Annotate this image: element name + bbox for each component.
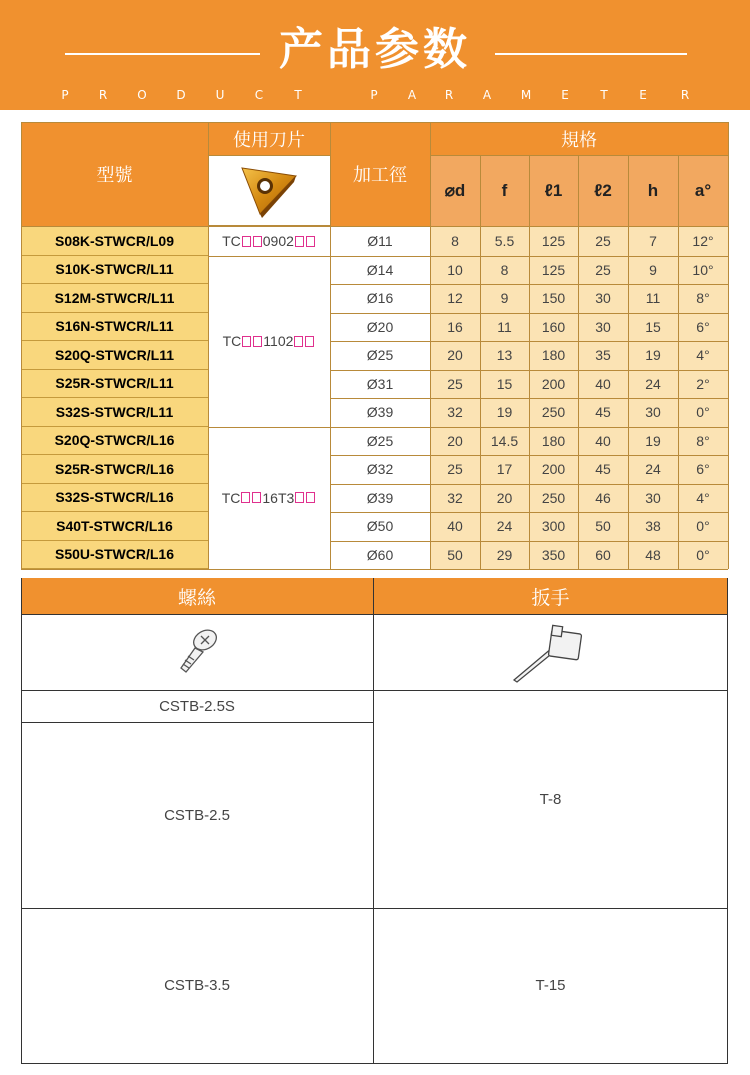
subtitle-letter: P <box>370 88 378 102</box>
screw-part-number: CSTB-2.5S <box>21 690 373 722</box>
grid-line <box>628 155 629 569</box>
grid-line <box>21 614 727 615</box>
insert-code-prefix: TC <box>221 489 241 506</box>
spec-value-cell: 16 <box>430 313 480 342</box>
spec-value-cell: 150 <box>529 284 578 313</box>
bore-cell: Ø31 <box>330 370 430 399</box>
insert-code-prefix: TC <box>222 233 241 250</box>
bore-cell: Ø39 <box>330 484 430 513</box>
model-cell: S32S-STWCR/L11 <box>21 398 208 427</box>
wrench-part-number: T-15 <box>374 908 727 1063</box>
spec-value-cell: 60 <box>578 541 628 570</box>
spec-value-cell: 19 <box>628 341 678 370</box>
grid-line <box>330 398 728 399</box>
spec-value-cell: 40 <box>578 427 628 456</box>
spec-value-cell: 15 <box>480 370 529 399</box>
wrench-header: 扳手 <box>374 578 727 614</box>
spec-value-cell: 45 <box>578 398 628 427</box>
insert-code-cell <box>208 256 330 427</box>
model-cell: S20Q-STWCR/L11 <box>21 341 208 370</box>
spec-value-cell: 29 <box>480 541 529 570</box>
model-header: 型號 <box>21 122 208 226</box>
subtitle-letter: M <box>520 88 532 102</box>
subtitle-letter: D <box>176 88 186 102</box>
insert-code-size: 0902 <box>262 233 294 250</box>
spec-value-cell: 40 <box>578 370 628 399</box>
spec-col-header: f <box>480 155 529 226</box>
spec-value-cell: 30 <box>578 284 628 313</box>
spec-value-cell: 11 <box>628 284 678 313</box>
spec-value-cell: 10 <box>430 256 480 285</box>
grid-line <box>21 722 373 723</box>
placeholder-box <box>253 336 262 347</box>
spec-value-cell: 5.5 <box>480 227 529 256</box>
spec-value-cell: 8° <box>678 284 728 313</box>
spec-value-cell: 0° <box>678 512 728 541</box>
placeholder-box <box>305 336 314 347</box>
grid-line <box>208 256 330 257</box>
insert-image-cell <box>208 155 330 226</box>
bore-cell: Ø14 <box>330 256 430 285</box>
screw-header: 螺絲 <box>21 578 373 614</box>
subtitle-letter: C <box>254 88 264 102</box>
spec-value-cell: 19 <box>480 398 529 427</box>
grid-line <box>21 226 728 227</box>
placeholder-box <box>253 236 262 247</box>
spec-header: 規格 <box>430 122 728 155</box>
spec-value-cell: 250 <box>529 398 578 427</box>
spec-value-cell: 38 <box>628 512 678 541</box>
title-rule-right <box>495 53 687 55</box>
insert-code-cell <box>208 227 330 256</box>
model-cell: S10K-STWCR/L11 <box>21 256 208 285</box>
grid-line <box>728 122 729 569</box>
bore-cell: Ø20 <box>330 313 430 342</box>
spec-value-cell: 25 <box>430 370 480 399</box>
grid-line <box>208 122 209 569</box>
grid-line <box>330 341 728 342</box>
spec-value-cell: 8 <box>480 256 529 285</box>
placeholder-box <box>306 492 315 503</box>
spec-value-cell: 40 <box>430 512 480 541</box>
screw-icon-cell <box>21 614 373 690</box>
wrench-icon-cell <box>374 614 727 690</box>
grid-line <box>727 578 728 1064</box>
spec-value-cell: 25 <box>430 455 480 484</box>
page-title: 产品参数 <box>279 24 471 75</box>
spec-value-cell: 0° <box>678 398 728 427</box>
grid-line <box>330 122 331 569</box>
spec-value-cell: 20 <box>430 427 480 456</box>
spec-value-cell: 9 <box>628 256 678 285</box>
bore-header: 加工徑 <box>330 122 430 226</box>
spec-value-cell: 30 <box>628 484 678 513</box>
spec-value-cell: 25 <box>578 256 628 285</box>
spec-value-cell: 24 <box>628 370 678 399</box>
placeholder-box <box>295 492 304 503</box>
grid-line <box>373 578 374 1063</box>
spec-value-cell: 50 <box>578 512 628 541</box>
spec-value-cell: 180 <box>529 341 578 370</box>
model-cell: S12M-STWCR/L11 <box>21 284 208 313</box>
grid-line <box>330 541 728 542</box>
spec-value-cell: 11 <box>480 313 529 342</box>
subtitle-letter: R <box>680 88 690 102</box>
header-banner <box>0 0 750 110</box>
grid-line <box>330 256 728 257</box>
spec-value-cell: 24 <box>480 512 529 541</box>
insert-header: 使用刀片 <box>208 122 330 155</box>
spec-value-cell: 350 <box>529 541 578 570</box>
screw-part-number: CSTB-2.5 <box>21 722 373 908</box>
spec-value-cell: 180 <box>529 427 578 456</box>
grid-line <box>678 155 679 569</box>
spec-value-cell: 17 <box>480 455 529 484</box>
model-cell: S40T-STWCR/L16 <box>21 512 208 541</box>
spec-value-cell: 14.5 <box>480 427 529 456</box>
spec-value-cell: 50 <box>430 541 480 570</box>
spec-value-cell: 12 <box>430 284 480 313</box>
bore-cell: Ø50 <box>330 512 430 541</box>
screw-icon <box>167 622 227 682</box>
spec-value-cell: 24 <box>628 455 678 484</box>
spec-value-cell: 0° <box>678 541 728 570</box>
subtitle-letter: T <box>294 88 302 102</box>
insert-code-prefix: TC <box>222 333 242 349</box>
grid-line <box>21 122 728 123</box>
spec-col-header: ℓ2 <box>578 155 628 226</box>
grid-line <box>21 122 22 569</box>
subtitle-letter: E <box>561 88 569 102</box>
spec-col-header: ℓ1 <box>529 155 578 226</box>
grid-line <box>21 690 727 691</box>
spec-value-cell: 160 <box>529 313 578 342</box>
bore-cell: Ø60 <box>330 541 430 570</box>
spec-value-cell: 25 <box>578 227 628 256</box>
grid-line <box>529 155 530 569</box>
spec-value-cell: 46 <box>578 484 628 513</box>
grid-line <box>480 155 481 569</box>
spec-value-cell: 9 <box>480 284 529 313</box>
spec-value-cell: 200 <box>529 455 578 484</box>
spec-value-cell: 6° <box>678 313 728 342</box>
model-cell: S08K-STWCR/L09 <box>21 227 208 256</box>
placeholder-box <box>241 492 250 503</box>
grid-line <box>330 370 728 371</box>
grid-line <box>208 427 330 428</box>
spec-value-cell: 8 <box>430 227 480 256</box>
subtitle-letter: U <box>215 88 225 102</box>
grid-line <box>21 1063 728 1064</box>
bore-cell: Ø25 <box>330 341 430 370</box>
spec-value-cell: 4° <box>678 484 728 513</box>
spec-value-cell: 48 <box>628 541 678 570</box>
subtitle-letter: T <box>600 88 608 102</box>
grid-line <box>330 427 728 428</box>
grid-line <box>21 908 727 909</box>
placeholder-box <box>306 236 315 247</box>
model-cell: S32S-STWCR/L16 <box>21 484 208 513</box>
placeholder-box <box>252 492 261 503</box>
spec-value-cell: 7 <box>628 227 678 256</box>
model-cell: S50U-STWCR/L16 <box>21 541 208 570</box>
subtitle-letter: R <box>98 88 108 102</box>
grid-line <box>21 569 728 570</box>
grid-line <box>330 455 728 456</box>
spec-value-cell: 12° <box>678 227 728 256</box>
bore-cell: Ø32 <box>330 455 430 484</box>
spec-value-cell: 13 <box>480 341 529 370</box>
grid-line <box>430 155 728 156</box>
insert-code-cell <box>208 427 330 570</box>
grid-line <box>330 284 728 285</box>
grid-line <box>430 122 431 569</box>
spec-value-cell: 30 <box>628 398 678 427</box>
model-cell: S25R-STWCR/L16 <box>21 455 208 484</box>
subtitle-letter: R <box>444 88 454 102</box>
spec-value-cell: 125 <box>529 227 578 256</box>
placeholder-box <box>242 336 251 347</box>
spec-value-cell: 20 <box>480 484 529 513</box>
grid-line <box>208 155 330 156</box>
spec-value-cell: 30 <box>578 313 628 342</box>
model-cell: S20Q-STWCR/L16 <box>21 427 208 456</box>
spec-value-cell: 125 <box>529 256 578 285</box>
spec-value-cell: 35 <box>578 341 628 370</box>
grid-line <box>330 512 728 513</box>
bore-cell: Ø39 <box>330 398 430 427</box>
placeholder-box <box>295 236 304 247</box>
spec-value-cell: 250 <box>529 484 578 513</box>
grid-line <box>330 313 728 314</box>
grid-line <box>21 578 22 1063</box>
wrench-part-number: T-8 <box>374 690 727 908</box>
bore-cell: Ø16 <box>330 284 430 313</box>
insert-code-size: 1102 <box>263 333 294 349</box>
subtitle-letter: E <box>639 88 647 102</box>
spec-col-header: h <box>628 155 678 226</box>
spec-value-cell: 20 <box>430 341 480 370</box>
model-cell: S25R-STWCR/L11 <box>21 370 208 399</box>
spec-value-cell: 4° <box>678 341 728 370</box>
spec-value-cell: 200 <box>529 370 578 399</box>
bore-cell: Ø11 <box>330 227 430 256</box>
spec-value-cell: 2° <box>678 370 728 399</box>
spec-value-cell: 10° <box>678 256 728 285</box>
spec-value-cell: 6° <box>678 455 728 484</box>
wrench-icon <box>506 620 596 684</box>
spec-value-cell: 45 <box>578 455 628 484</box>
spec-value-cell: 32 <box>430 484 480 513</box>
spec-value-cell: 300 <box>529 512 578 541</box>
triangular-insert-icon <box>234 162 304 218</box>
bore-cell: Ø25 <box>330 427 430 456</box>
spec-value-cell: 15 <box>628 313 678 342</box>
subtitle-letter: A <box>482 88 492 102</box>
spec-col-header: ⌀d <box>430 155 480 226</box>
spec-col-header: a° <box>678 155 728 226</box>
subtitle-letter: A <box>407 88 417 102</box>
spec-value-cell: 8° <box>678 427 728 456</box>
spec-value-cell: 19 <box>628 427 678 456</box>
screw-part-number: CSTB-3.5 <box>21 908 373 1063</box>
grid-line <box>578 155 579 569</box>
placeholder-box <box>294 336 303 347</box>
insert-code-size: 16T3 <box>262 489 295 506</box>
subtitle-letter: P <box>61 88 69 102</box>
subtitle-letter: O <box>137 88 147 102</box>
grid-line <box>330 484 728 485</box>
model-cell: S16N-STWCR/L11 <box>21 313 208 342</box>
spec-value-cell: 32 <box>430 398 480 427</box>
placeholder-box <box>242 236 251 247</box>
